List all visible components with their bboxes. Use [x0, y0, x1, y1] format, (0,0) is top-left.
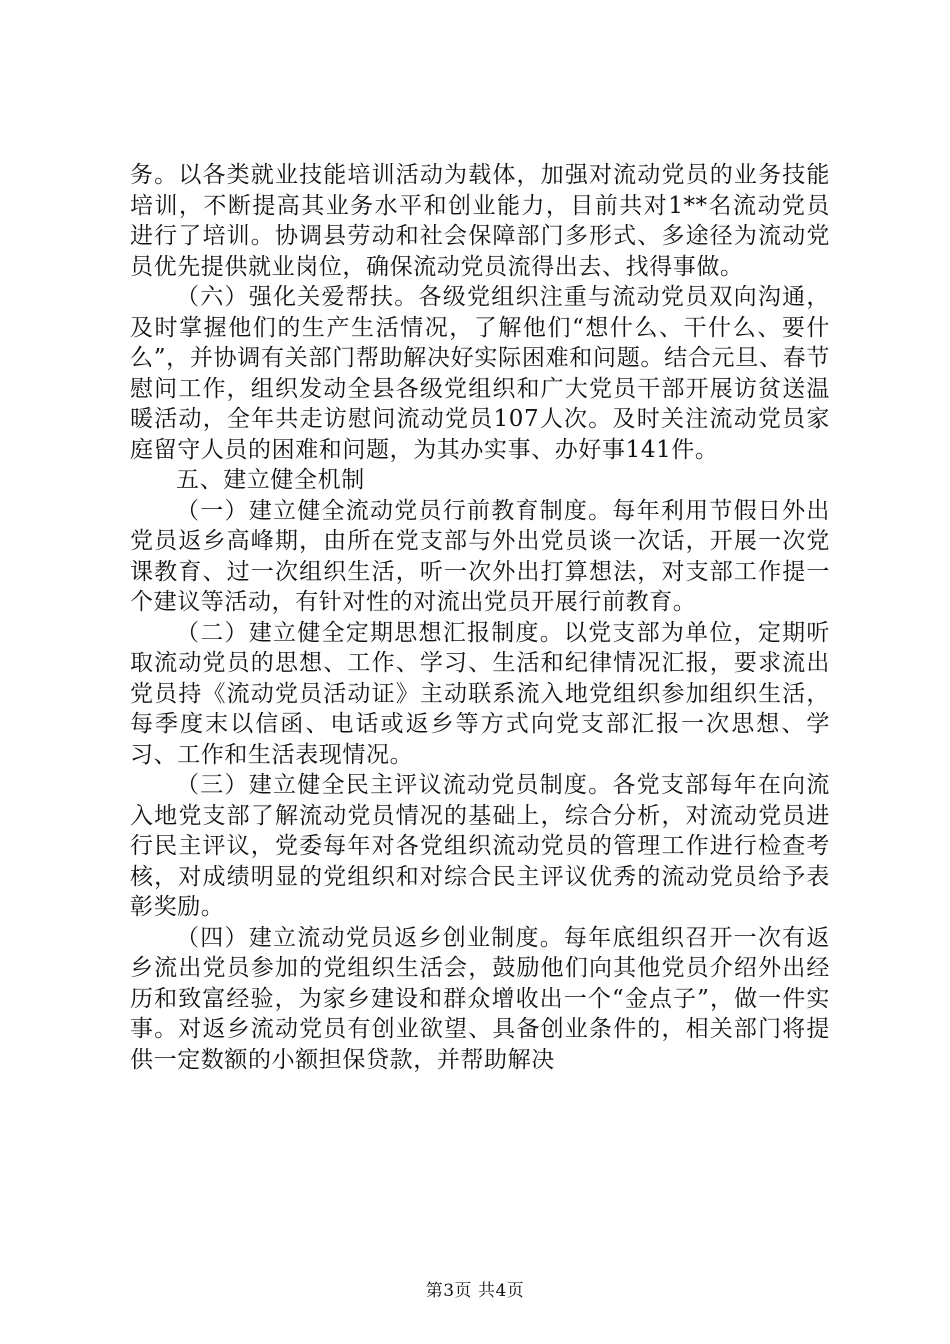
- paragraph-thought-report: （二）建立健全定期思想汇报制度。以党支部为单位，定期听取流动党员的思想、工作、学习、生活和纪律情况汇报，要求流出党员持《流动党员活动证》主动联系流入地党组织参加组织生活，每季度末以信函、电话或返乡等方式向党支部汇报一次思想、学习、工作和生活表现情况。: [130, 619, 830, 768]
- paragraph-return-entrepreneurship: （四）建立流动党员返乡创业制度。每年底组织召开一次有返乡流出党员参加的党组织生活会，鼓励他们向其他党员介绍外出经历和致富经验，为家乡建设和群众增收出一个“金点子”，做一件实事。对返乡流动党员有创业欲望、具备创业条件的，相关部门将提供一定数额的小额担保贷款，并帮助解决: [130, 924, 830, 1073]
- paragraph-continuation: 务。以各类就业技能培训活动为载体，加强对流动党员的业务技能培训，不断提高其业务水平和创业能力，目前共对1**名流动党员进行了培训。协调县劳动和社会保障部门多形式、多途径为流动党员优先提供就业岗位，确保流动党员流得出去、找得事做。: [130, 162, 830, 280]
- section-heading: 五、建立健全机制: [176, 467, 365, 493]
- paragraph-pre-departure-education: （一）建立健全流动党员行前教育制度。每年利用节假日外出党员返乡高峰期，由所在党支部与外出党员谈一次话，开展一次党课教育、过一次组织生活，听一次外出打算想法，对支部工作提一个建议等活动，有针对性的对流出党员开展行前教育。: [130, 497, 830, 615]
- paragraph-care-support: （六）强化关爱帮扶。各级党组织注重与流动党员双向沟通，及时掌握他们的生产生活情况，了解他们“想什么、干什么、要什么”，并协调有关部门帮助解决好实际困难和问题。结合元旦、春节慰问工作，组织发动全县各级党组织和广大党员干部开展访贫送温暖活动，全年共走访慰问流动党员107人次。及时关注流动党员家庭留守人员的困难和问题，为其办实事、办好事141件。: [130, 284, 830, 463]
- paragraph-democratic-review: （三）建立健全民主评议流动党员制度。各党支部每年在向流入地党支部了解流动党员情况的基础上，综合分析，对流动党员进行民主评议，党委每年对各党组织流动党员的管理工作进行检查考核，对成绩明显的党组织和对综合民主评议优秀的流动党员给予表彰奖励。: [130, 772, 830, 920]
- page-footer: [0, 1276, 950, 1301]
- document-body: [130, 160, 830, 1075]
- page-number-label: 第3页 共4页: [425, 1281, 525, 1301]
